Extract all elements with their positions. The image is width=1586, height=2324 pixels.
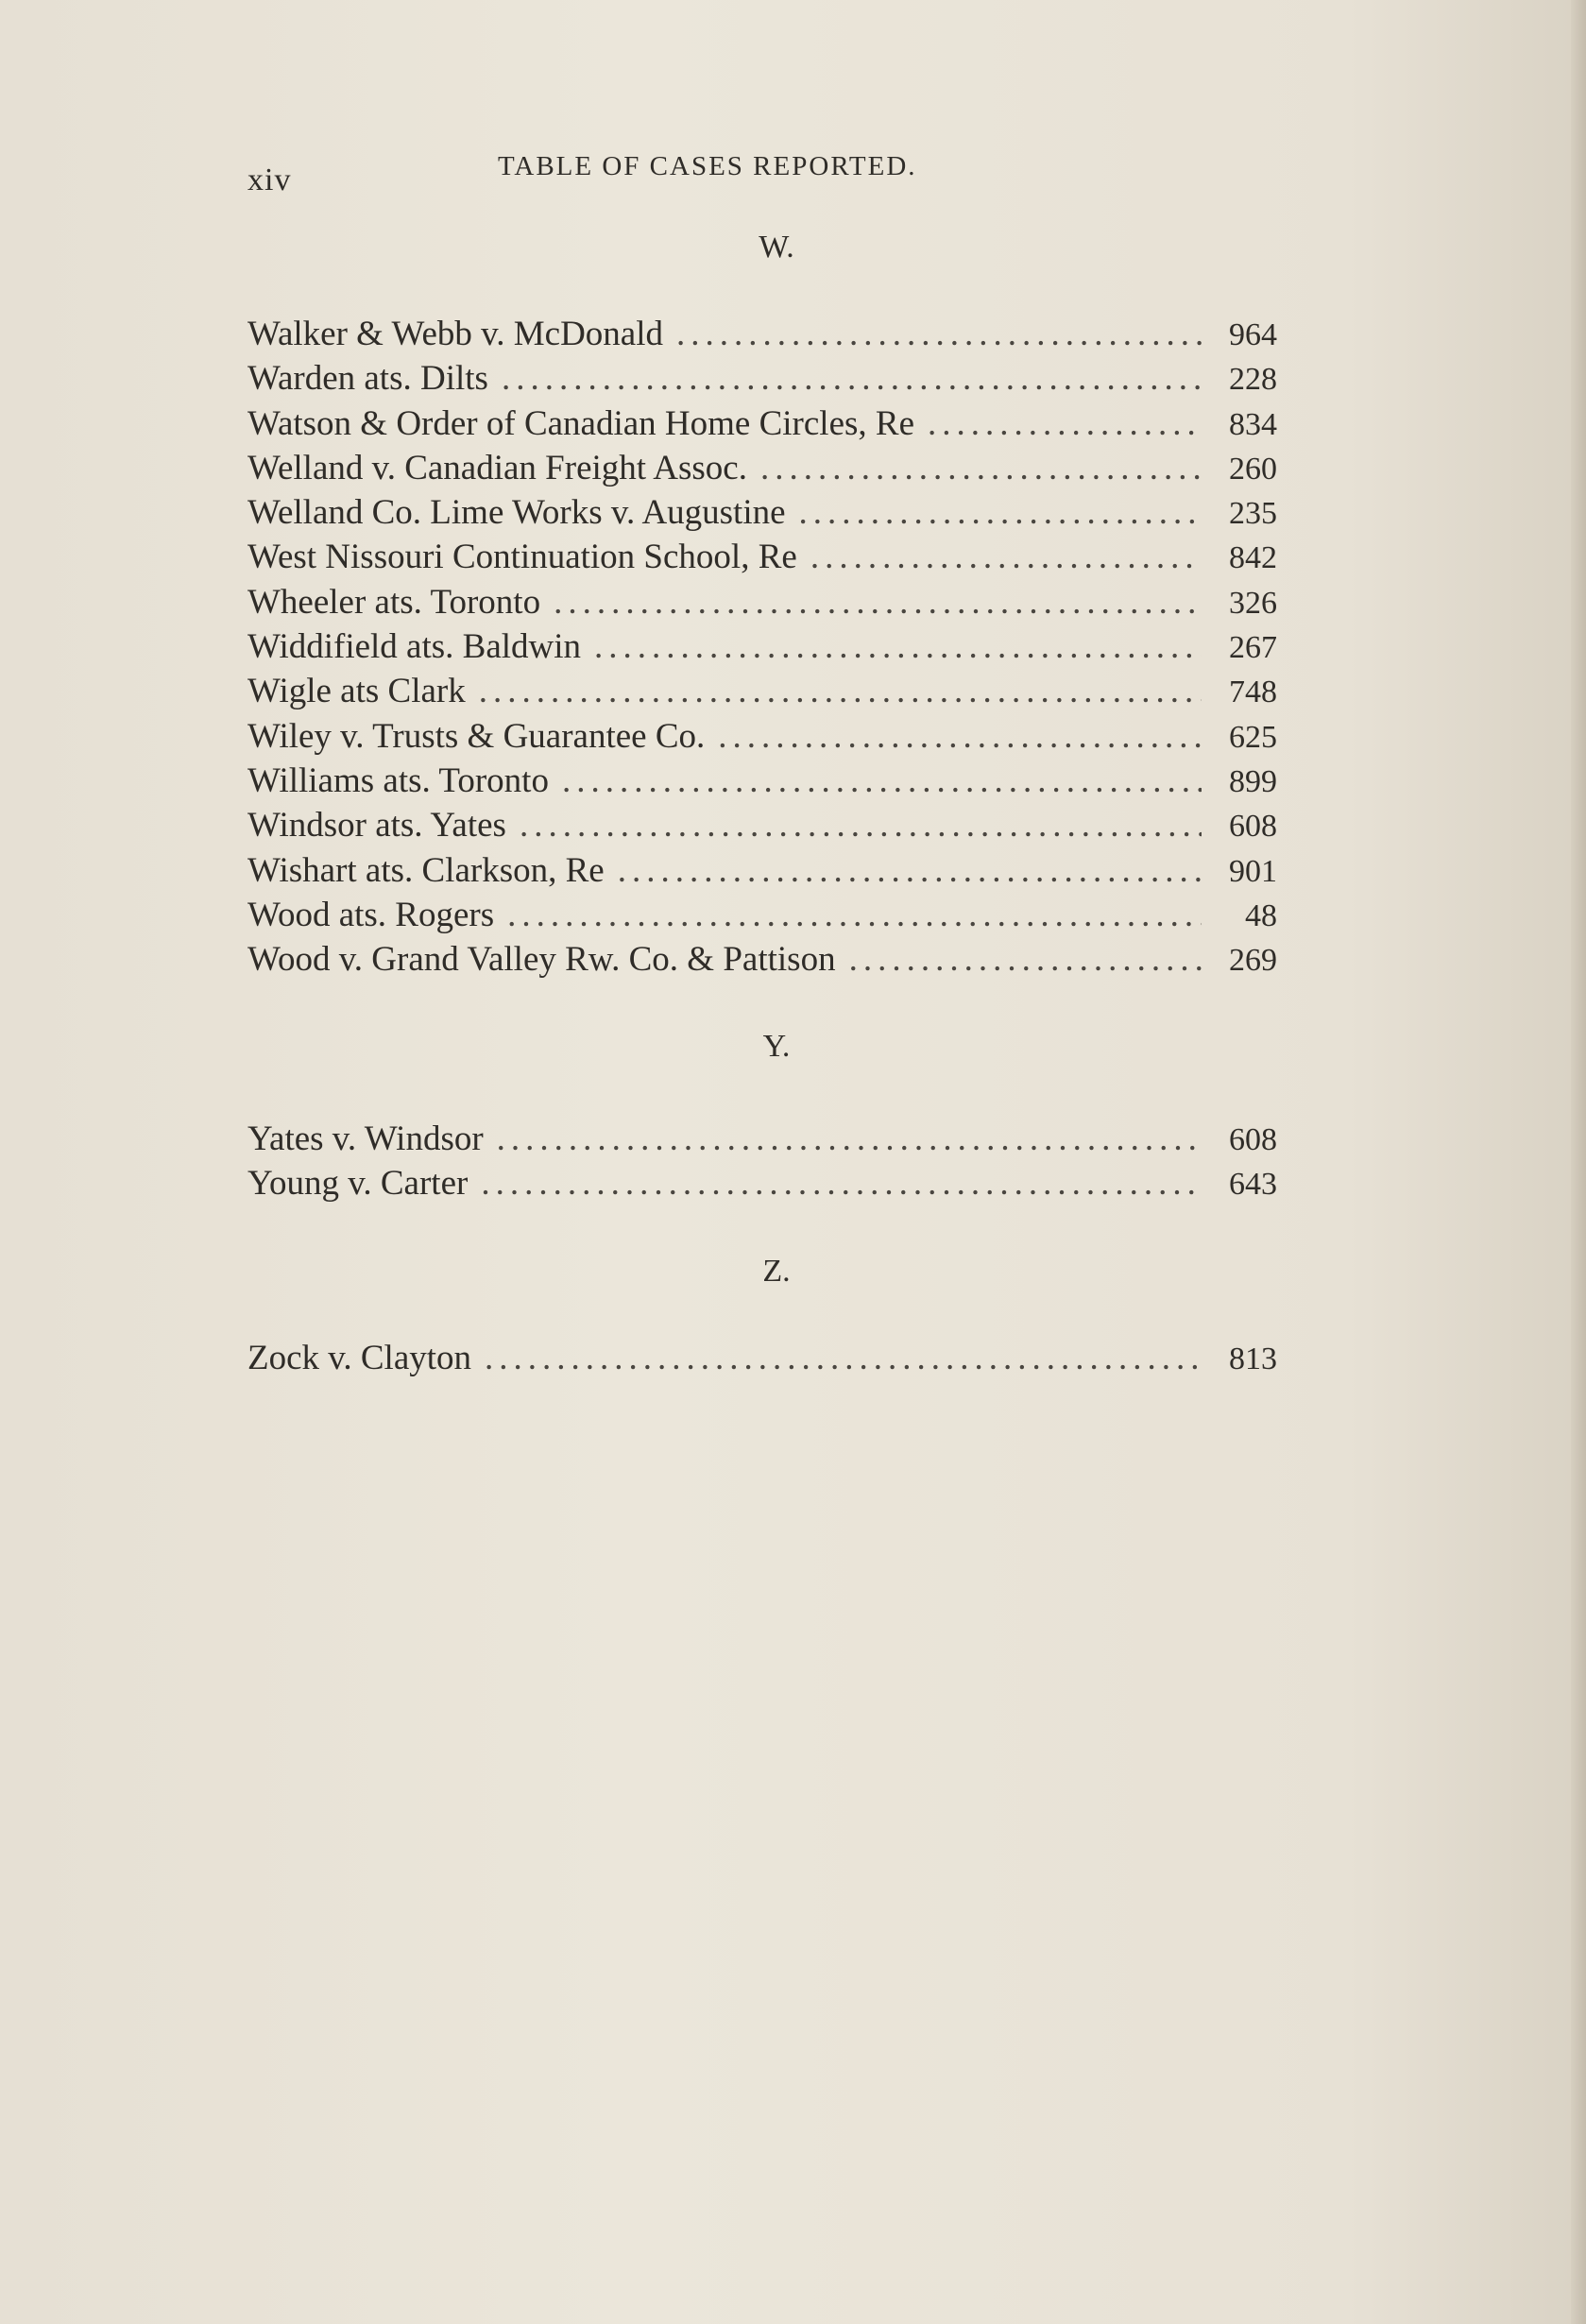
dot-leader <box>618 850 1202 891</box>
case-name: Wishart ats. Clarkson, Re <box>247 850 605 890</box>
case-entry <box>247 895 1277 939</box>
page-header <box>247 151 1277 198</box>
case-page: 625 <box>1229 719 1277 755</box>
case-page: 813 <box>1229 1341 1277 1376</box>
case-entry <box>247 403 1277 448</box>
dot-leader <box>485 1338 1202 1378</box>
case-name: Williams ats. Toronto <box>247 760 549 800</box>
case-entry <box>247 805 1277 849</box>
entries-z <box>247 1338 1277 1382</box>
dot-leader <box>507 895 1202 935</box>
case-page: 260 <box>1229 451 1277 487</box>
dot-leader <box>676 314 1202 354</box>
case-name: Warden ats. Dilts <box>247 359 488 399</box>
case-page: 235 <box>1229 496 1277 532</box>
section-letter: Y. <box>762 1029 791 1064</box>
case-page: 608 <box>1229 809 1277 845</box>
running-title: TABLE OF CASES REPORTED. <box>498 151 917 181</box>
case-name: Wood ats. Rogers <box>247 895 495 934</box>
case-name: Widdifield ats. Baldwin <box>247 627 582 667</box>
page-edge <box>1571 0 1586 2324</box>
case-entry <box>247 492 1277 537</box>
case-entry <box>247 448 1277 492</box>
section-z <box>247 1243 1277 1300</box>
dot-leader <box>520 805 1202 846</box>
case-name: Wheeler ats. Toronto <box>247 582 541 622</box>
section-letter: Z. <box>762 1254 791 1289</box>
case-name: Welland Co. Lime Works v. Augustine <box>247 493 786 533</box>
dot-leader <box>810 537 1202 577</box>
case-name: Zock v. Clayton <box>247 1339 472 1377</box>
dot-leader <box>502 358 1202 399</box>
case-page: 269 <box>1229 943 1277 979</box>
case-name: Wiley v. Trusts & Guarantee Co. <box>247 716 706 756</box>
case-page: 901 <box>1229 853 1277 889</box>
dot-leader <box>594 626 1202 667</box>
case-entry <box>247 760 1277 805</box>
case-name: Wood v. Grand Valley Rw. Co. & Pattison <box>247 940 836 980</box>
case-name: West Nissouri Continuation School, Re <box>247 538 797 577</box>
case-entry <box>247 939 1277 983</box>
dot-leader <box>849 939 1202 980</box>
case-entry <box>247 1163 1277 1207</box>
case-name: Watson & Order of Canadian Home Circles, Re <box>247 403 914 443</box>
case-name: Young v. Carter <box>247 1164 469 1204</box>
section-letter: W. <box>759 230 794 265</box>
dot-leader <box>554 582 1202 623</box>
dot-leader <box>481 1163 1202 1204</box>
case-page: 842 <box>1229 540 1277 576</box>
case-page: 228 <box>1229 362 1277 398</box>
dot-leader <box>497 1119 1202 1159</box>
dot-leader <box>479 671 1202 711</box>
page-number: xiv <box>247 162 292 197</box>
case-page: 326 <box>1229 585 1277 621</box>
dot-leader <box>799 492 1202 533</box>
case-entry <box>247 1338 1277 1382</box>
case-page: 748 <box>1229 675 1277 710</box>
entries-y <box>247 1119 1277 1208</box>
dot-leader <box>760 448 1202 488</box>
case-name: Wigle ats Clark <box>247 672 466 711</box>
case-entry <box>247 1119 1277 1163</box>
case-entry <box>247 358 1277 402</box>
dot-leader <box>718 716 1202 757</box>
case-entry <box>247 716 1277 760</box>
case-name: Walker & Webb v. McDonald <box>247 315 663 353</box>
case-page: 608 <box>1229 1122 1277 1157</box>
case-entry <box>247 582 1277 626</box>
case-name: Welland v. Canadian Freight Assoc. <box>247 448 747 487</box>
case-entry <box>247 671 1277 715</box>
case-entry <box>247 314 1277 358</box>
case-entry <box>247 850 1277 895</box>
entries-w <box>247 314 1277 983</box>
dot-leader <box>928 403 1202 444</box>
case-name: Yates v. Windsor <box>247 1119 484 1158</box>
case-page: 899 <box>1229 763 1277 799</box>
section-y <box>247 1018 1277 1075</box>
dot-leader <box>562 760 1202 801</box>
case-page: 643 <box>1229 1167 1277 1203</box>
case-entry <box>247 626 1277 671</box>
case-page: 267 <box>1229 630 1277 666</box>
case-page: 834 <box>1229 406 1277 442</box>
case-page: 964 <box>1229 317 1277 352</box>
case-name: Windsor ats. Yates <box>247 806 506 846</box>
case-entry <box>247 537 1277 581</box>
case-page: 48 <box>1245 897 1277 933</box>
section-w <box>247 219 1277 276</box>
